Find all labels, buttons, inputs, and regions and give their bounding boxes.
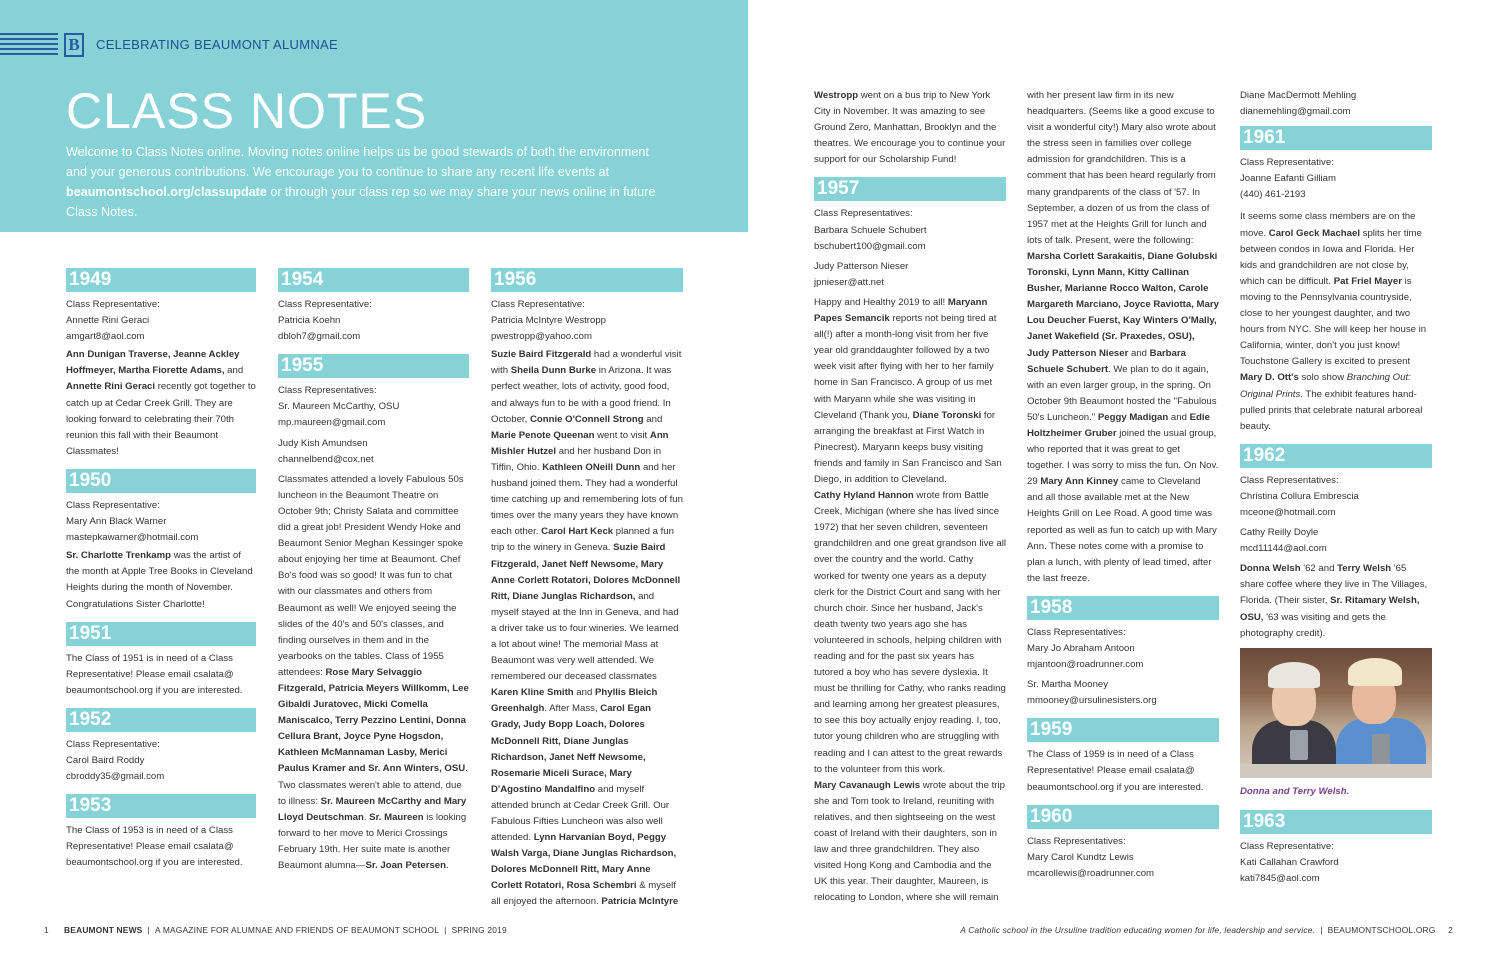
column-6 bbox=[1240, 88, 1432, 889]
beaumont-logo: B bbox=[64, 33, 84, 57]
page-title: CLASS NOTES bbox=[66, 83, 428, 139]
email-link[interactable]: cbroddy35@gmail.com bbox=[66, 771, 165, 783]
year-heading-1949: 1949 bbox=[66, 268, 256, 292]
email-link[interactable]: pwestropp@yahoo.com bbox=[491, 331, 592, 343]
class-rep: Class Representatives: Christina Collura Embrescia mceone@hotmail.com bbox=[1240, 474, 1359, 518]
issue-date: SPRING 2019 bbox=[451, 925, 507, 935]
class-update-link[interactable]: beaumontschool.org/classupdate bbox=[66, 185, 267, 199]
class-rep: Class Representative: Joanne Eafanti Gilliam (440) 461-2193 bbox=[1240, 157, 1336, 201]
email-link[interactable]: kati7845@aol.com bbox=[1240, 873, 1320, 884]
year-heading-1958: 1958 bbox=[1027, 596, 1219, 620]
year-heading-1954: 1954 bbox=[278, 268, 469, 292]
intro-text: Welcome to Class Notes online. Moving notes online helps us be good stewards of both the environment and your generous contributions. We encourage you to continue to share any recent life events at beaumontschool.org/classupdate or through your class rep so we may share your news online in future Class Notes. bbox=[66, 145, 656, 219]
class-rep: Cathy Reilly Doyle mcd11144@aol.com bbox=[1240, 527, 1327, 555]
page-number: 1 bbox=[44, 925, 49, 935]
year-heading-1952: 1952 bbox=[66, 708, 256, 732]
footer-right: A Catholic school in the Ursuline tradition educating women for life, leadership and service. | BEAUMONTSCHOOL.ORG 2 bbox=[960, 925, 1453, 935]
class-rep: Class Representatives: Mary Carol Kundtz Lewis mcarollewis@roadrunner.com bbox=[1027, 835, 1155, 879]
class-rep: Class Representative: Annette Rini Geraci amgart8@aol.com bbox=[66, 299, 160, 343]
class-note: Westropp went on a bus trip to New York City in November. It was amazing to see Ground Zero, Manhattan, Brooklyn and the theatres. We encourage you to continue your support for our Scholarship Fund! bbox=[814, 90, 1006, 166]
column-2 bbox=[278, 264, 469, 880]
class-rep: Class Representative: Carol Baird Roddy cbroddy35@gmail.com bbox=[66, 738, 165, 783]
class-rep: Class Representative: Patricia Koehn dbloh7@gmail.com bbox=[278, 299, 372, 343]
email-link[interactable]: bschubert100@gmail.com bbox=[814, 240, 926, 252]
email-link[interactable]: mcarollewis@roadrunner.com bbox=[1027, 867, 1155, 879]
class-note: Suzie Baird Fitzgerald had a wonderful visit with Sheila Dunn Burke in Arizona. It was perfect weather, lots of activity, good food, and always fun to be with a good friend. In October, Connie O'Connell Strong and Marie Penote Queenan went to visit Ann Mishler Hutzel and her husband Don in Tiffin, Ohio. Kathleen ONeill Dunn and her husband joined them. They had a wonderful time catching up and remembering lots of fun times over the many years they have known each other. Carol Hart Keck planned a fun trip to the winery in Geneva. Suzie Baird Fitzgerald, Janet Neff Newsome, Mary Anne Corlett Rotatori, Dolores McDonnell Ritt, Diane Junglas Richardson, and myself stayed at the Inn in Geneva, and had a driver take us to four wineries. We learned a lot about wine! The memorial Mass at Beaumont was very well attended. We remembered our deceased classmates Karen Kline Smith and Phyllis Bleich Greenhalgh. After Mass, Carol Egan Grady, Judy Bopp Loach, Dolores McDonnell Ritt, Diane Junglas Richardson, Janet Neff Newsome, Rosemarie Miceli Surace, Mary D'Agostino Mandalfino and myself attended brunch at Cedar Creek Grill. Our Fabulous Fifties Luncheon was also well attended. Lynn Harvanian Boyd, Peggy Walsh Varga, Diane Junglas Richardson, Dolores McDonnell Ritt, Mary Anne Corlett Rotatori, Rosa Schembri & myself all enjoyed the afternoon. Patricia McIntyre bbox=[491, 349, 683, 908]
year-heading-1956: 1956 bbox=[491, 268, 683, 292]
class-rep: Class Representative: Kati Callahan Crawford kati7845@aol.com bbox=[1240, 840, 1339, 884]
email-link[interactable]: mmooney@ursulinesisters.org bbox=[1027, 695, 1157, 707]
class-note: The Class of 1959 is in need of a Class Representative! Please email csalata@ beaumontschool.org if you are interested. bbox=[1027, 749, 1204, 793]
class-rep: Judy Kish Amundsen channelbend@cox.net bbox=[278, 437, 374, 465]
email-link[interactable]: dianemehling@gmail.com bbox=[1240, 106, 1351, 118]
email-link[interactable]: jpnieser@att.net bbox=[814, 276, 885, 288]
class-note: Ann Dunigan Traverse, Jeanne Ackley Hoffmeyer, Martha Fiorette Adams, and Annette Rini Geraci recently got together to catch up at Cedar Creek Grill. They are looking forward to celebrating their 70th reunion this fall with their Beaumont Classmates! bbox=[66, 349, 256, 457]
email-link[interactable]: channelbend@cox.net bbox=[278, 453, 374, 465]
header-banner bbox=[0, 0, 748, 232]
email-link[interactable]: mcd11144@aol.com bbox=[1240, 543, 1327, 555]
footer-left: 1 BEAUMONT NEWS | A MAGAZINE FOR ALUMNAE AND FRIENDS OF BEAUMONT SCHOOL | SPRING 2019 bbox=[44, 925, 507, 935]
year-heading-1961: 1961 bbox=[1240, 126, 1432, 150]
year-heading-1959: 1959 bbox=[1027, 718, 1219, 742]
year-heading-1955: 1955 bbox=[278, 354, 469, 378]
class-rep: Class Representative: Mary Ann Black Warner mastepkawarner@hotmail.com bbox=[66, 499, 199, 544]
class-note: Classmates attended a lovely Fabulous 50s luncheon in the Beaumont Theatre on October 9th; Christy Salata and committee did a great job! President Wendy Hoke and Beaumont Senior Meghan Kessinger spoke about enjoying her time at Beaumont. Chef Bo's food was so good! It was fun to chat with our classmates and others from Beaumont as well! We enjoyed seeing the slides of the 40's and 50's classes, and finding ourselves in them and in the yearbooks on the tables. Class of 1955 attendees: Rose Mary Selvaggio Fitzgerald, Patricia Meyers Willkomm, Lee Gibaldi Juratovec, Micki Comella Maniscalco, Terry Pezzino Lentini, Donna Cellura Brant, Joyce Pyne Hogsdon, Kathleen McMannaman Lasby, Merici Paulus Kramer and Sr. Ann Winters, OSU. Two classmates weren't able to attend, due to illness: Sr. Maureen McCarthy and Mary Lloyd Deutschman. Sr. Maureen is looking forward to her move to Merici Crossings February 19th. Her suite mate is another Beaumont alumna—Sr. Joan Petersen. bbox=[278, 473, 469, 871]
class-rep: Class Representatives: Sr. Maureen McCarthy, OSU mp.maureen@gmail.com bbox=[278, 385, 400, 429]
page-number: 2 bbox=[1448, 925, 1453, 935]
column-5 bbox=[1027, 88, 1219, 884]
class-note: The Class of 1953 is in need of a Class Representative! Please email csalata@ beaumontschool.org if you are interested. bbox=[66, 825, 243, 869]
class-note: Sr. Charlotte Trenkamp was the artist of the month at Apple Tree Books in Cleveland Heights during the month of November. Congratulations Sister Charlotte! bbox=[66, 550, 253, 610]
year-heading-1950: 1950 bbox=[66, 469, 256, 493]
email-link[interactable]: dbloh7@gmail.com bbox=[278, 331, 361, 343]
column-3 bbox=[491, 264, 683, 917]
stripes-decoration bbox=[0, 33, 58, 57]
class-rep: Diane MacDermott Mehling dianemehling@gmail.com bbox=[1240, 90, 1357, 118]
class-rep: Sr. Martha Mooney mmooney@ursulinesisters.org bbox=[1027, 679, 1157, 707]
year-heading-1951: 1951 bbox=[66, 622, 256, 646]
year-heading-1963: 1963 bbox=[1240, 810, 1432, 834]
year-heading-1953: 1953 bbox=[66, 794, 256, 818]
email-link[interactable]: mp.maureen@gmail.com bbox=[278, 417, 386, 429]
email-link[interactable]: mastepkawarner@hotmail.com bbox=[66, 532, 199, 544]
class-note: The Class of 1951 is in need of a Class Representative! Please email csalata@ beaumontschool.org if you are interested. bbox=[66, 652, 243, 696]
email-link[interactable]: mjantoon@roadrunner.com bbox=[1027, 659, 1144, 671]
email-link[interactable]: amgart8@aol.com bbox=[66, 331, 145, 343]
photo-caption: Donna and Terry Welsh. bbox=[1240, 785, 1350, 797]
section-kicker: CELEBRATING BEAUMONT ALUMNAE bbox=[96, 37, 338, 52]
year-heading-1960: 1960 bbox=[1027, 805, 1219, 829]
column-4 bbox=[814, 88, 1006, 913]
class-note: Happy and Healthy 2019 to all! Maryann Papes Semancik reports not being tired at all(!) after a month-long visit from her five year old granddaughter followed by a two week visit after flying with her to her family home in San Francisco. A group of us met with Maryann while she was visiting in Cleveland (Thank you, Diane Toronski for arranging the breakfast at First Watch in Pinecrest). Maryann keeps busy visiting friends and family in San Francisco and San Diego, in addition to Cleveland. Cathy Hyland Hannon wrote from Battle Creek, Michigan (where she has lived since 1972) that her seven children, seventeen grandchildren and one great grandson live all over the country and the world. Cathy worked for twenty one years as a deputy clerk for the District Court and sang with her church choir. Since her husband, Jack's death twenty two years ago she has volunteered in schools, helping children with reading and for the past six years has tutored a boy who has severe dyslexia. It must be thrilling for Cathy, who ranks reading and learning among her greatest pleasures, to see this boy actually enjoy reading. I, too, tutor young children who are struggling with reading and I can attest to the great rewards to the volunteer from this work. Mary Cavanaugh Lewis wrote about the trip she and Tom took to Ireland, reuniting with relatives, and then sightseeing on the west coast of Ireland with their daughters, son in law and three grandchildren. They also visited Hong Kong and Cambodia and the UK this year. Their daughter, Maureen, is relocating to London, where she will remain bbox=[814, 296, 1007, 904]
school-tagline: A Catholic school in the Ursuline tradition educating women for life, leadership and service. bbox=[960, 925, 1316, 935]
class-rep: Class Representatives: Mary Jo Abraham Antoon mjantoon@roadrunner.com bbox=[1027, 626, 1144, 671]
magazine-name: BEAUMONT NEWS bbox=[64, 925, 143, 935]
class-note: It seems some class members are on the move. Carol Geck Machael splits her time between condos in Iowa and Florida. Her kids and grandchildren are not close by, which can be difficult. Pat Friel Mayer is moving to the Pennsylvania countryside, close to her youngest daughter, and two hours from NYC. She will keep her house in California, winter, don't you just know! Touchstone Gallery is excited to present Mary D. Ott's solo show Branching Out: Original Prints. The exhibit features hand-pulled prints that celebrate natural arboreal beauty. bbox=[1240, 211, 1427, 432]
year-heading-1962: 1962 bbox=[1240, 444, 1432, 468]
class-note: Donna Welsh '62 and Terry Welsh '65 share coffee where they live in The Villages, Florida. (Their sister, Sr. Ritamary Welsh, OSU, '63 was visiting and gets the photography credit). bbox=[1240, 563, 1428, 639]
class-rep: Judy Patterson Nieser jpnieser@att.net bbox=[814, 260, 909, 288]
class-rep: Class Representatives: Barbara Schuele Schubert bschubert100@gmail.com bbox=[814, 208, 927, 252]
class-note: with her present law firm in its new headquarters. (Seems like a good excuse to visit a wonderful city!) Mary also wrote about the stress seen in families over college admission for grandchildren. This is a comment that has been heard regularly from many grandparents of the class of '57. In September, a dozen of us from the class of 1957 met at the Heights Grill for lunch and lots of talk. Present, were the following: Marsha Corlett Sarakaitis, Diane Golubski Toronski, Lynn Mann, Kitty Callinan Busher, Marianne Rocco Walton, Carole Margareth Marciano, Joyce Raviotta, Mary Lou Deucher Fuerst, Kay Winters O'Mally, Janet Wakefield (Sr. Praxedes, OSU), Judy Patterson Nieser and Barbara Schuele Schubert. We plan to do it again, with an even larger group, in the spring. On October 9th Beaumont hosted the "Fabulous 50's Luncheon." Peggy Madigan and Edie Holtzheimer Gruber joined the usual group, who reported that it was great to get together. I was sorry to miss the fun. On Nov. 29 Mary Ann Kinney came to Cleveland and all those available met at the New Heights Grill on Lee Road. A good time was reported as well as fun to catch up with Mary Ann. These notes come with a promise to plan a lunch, with plenty of lead timed, after the last freeze. bbox=[1027, 90, 1219, 584]
year-heading-1957: 1957 bbox=[814, 177, 1006, 201]
school-website[interactable]: BEAUMONTSCHOOL.ORG bbox=[1327, 925, 1436, 935]
class-rep: Class Representative: Patricia McIntyre Westropp pwestropp@yahoo.com bbox=[491, 299, 606, 343]
email-link[interactable]: mceone@hotmail.com bbox=[1240, 506, 1336, 518]
welsh-sisters-photo bbox=[1240, 648, 1432, 778]
column-1 bbox=[66, 264, 256, 877]
